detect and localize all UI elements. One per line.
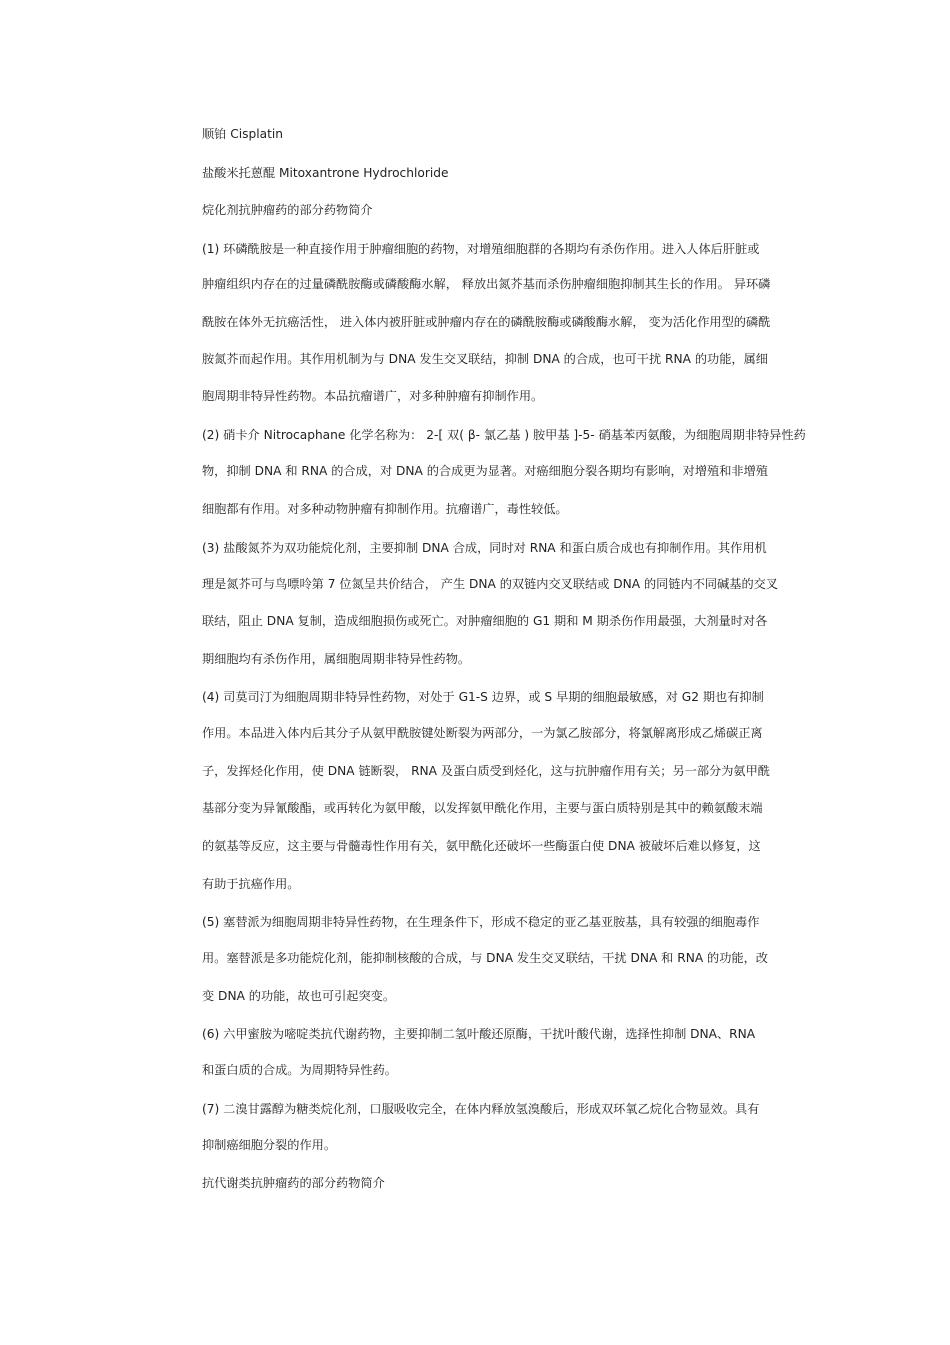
text-line: 作用。本品进入体内后其分子从氨甲酰胺键处断裂为两部分，一为氯乙胺部分，将氯解离形成乙烯碳正离 <box>202 726 763 740</box>
text-line: 用。塞替派是多功能烷化剂，能抑制核酸的合成，与 DNA 发生交叉联结，干扰 DNA 和 RNA 的功能，改 <box>202 951 768 965</box>
text-line: 基部分变为异氰酸酯，或再转化为氨甲酸，以发挥氨甲酰化作用，主要与蛋白质特别是其中的赖氨酸末端 <box>202 801 763 815</box>
text-line: 胞周期非特异性药物。本品抗瘤谱广，对多种肿瘤有抑制作用。 <box>202 389 544 403</box>
text-line: (6) 六甲蜜胺为嘧啶类抗代谢药物，主要抑制二氢叶酸还原酶，干扰叶酸代谢，选择性抑制 DNA、RNA <box>202 1027 756 1041</box>
text-line: 胺氮芥而起作用。其作用机制为与 DNA 发生交叉联结，抑制 DNA 的合成，也可干扰 RNA 的功能，属细 <box>202 352 768 366</box>
text-line: 的氨基等反应，这主要与骨髓毒性作用有关，氨甲酰化还破坏一些酶蛋白使 DNA 被破坏后难以修复，这 <box>202 839 761 853</box>
text-line: (4) 司莫司汀为细胞周期非特异性药物，对处于 G1-S 边界，或 S 早期的细胞最敏感，对 G2 期也有抑制 <box>202 690 764 704</box>
text-line: 理是氮芥可与鸟嘌呤第 7 位氮呈共价结合， 产生 DNA 的双链内交叉联结或 DNA 的同链内不同碱基的交叉 <box>202 577 779 591</box>
text-line: 联结，阻止 DNA 复制，造成细胞损伤或死亡。对肿瘤细胞的 G1 期和 M 期杀伤作用最强，大剂量时对各 <box>202 614 768 628</box>
text-line: 细胞都有作用。对多种动物肿瘤有抑制作用。抗瘤谱广，毒性较低。 <box>202 502 568 516</box>
text-line: 变 DNA 的功能，故也可引起突变。 <box>202 989 396 1003</box>
section-heading: 烷化剂抗肿瘤药的部分药物简介 <box>202 203 373 217</box>
text-line: (7) 二溴甘露醇为糖类烷化剂，口服吸收完全，在体内释放氢溴酸后，形成双环氧乙烷化合物显效。具有 <box>202 1102 760 1116</box>
text-line: 顺铂 Cisplatin <box>202 127 283 141</box>
text-line: 酰胺在体外无抗癌活性， 进入体内被肝脏或肿瘤内存在的磷酰胺酶或磷酸酶水解， 变为活化作用型的磷酰 <box>202 315 771 329</box>
text-line: (3) 盐酸氮芥为双功能烷化剂，主要抑制 DNA 合成，同时对 RNA 和蛋白质合成也有抑制作用。其作用机 <box>202 541 767 555</box>
text-line: (1) 环磷酰胺是一种直接作用于肿瘤细胞的药物，对增殖细胞群的各期均有杀伤作用。进入人体后肝脏或 <box>202 242 760 256</box>
text-line: 物，抑制 DNA 和 RNA 的合成，对 DNA 的合成更为显著。对癌细胞分裂各期均有影响，对增殖和非增殖 <box>202 464 768 478</box>
text-line: 子，发挥烃化作用，使 DNA 链断裂， RNA 及蛋白质受到烃化，这与抗肿瘤作用有关；另一部分为氨甲酰 <box>202 764 770 778</box>
text-line: 盐酸米托蒽醌 Mitoxantrone Hydrochloride <box>202 166 449 180</box>
text-line: 抑制癌细胞分裂的作用。 <box>202 1138 337 1152</box>
text-line: 有助于抗癌作用。 <box>202 877 300 891</box>
text-line: 肿瘤组织内存在的过量磷酰胺酶或磷酸酶水解， 释放出氮芥基而杀伤肿瘤细胞抑制其生长的作用。 异环磷 <box>202 277 771 291</box>
text-line: 期细胞均有杀伤作用，属细胞周期非特异性药物。 <box>202 652 471 666</box>
text-line: 和蛋白质的合成。为周期特异性药。 <box>202 1063 397 1077</box>
section-heading: 抗代谢类抗肿瘤药的部分药物简介 <box>202 1176 385 1190</box>
text-line: (2) 硝卡介 Nitrocaphane 化学名称为： 2-[ 双( β- 氯乙基 ) 胺甲基 ]-5- 硝基苯丙氨酸，为细胞周期非特异性药 <box>202 428 806 442</box>
text-line: (5) 塞替派为细胞周期非特异性药物，在生理条件下，形成不稳定的亚乙基亚胺基，具有较强的细胞毒作 <box>202 915 760 929</box>
